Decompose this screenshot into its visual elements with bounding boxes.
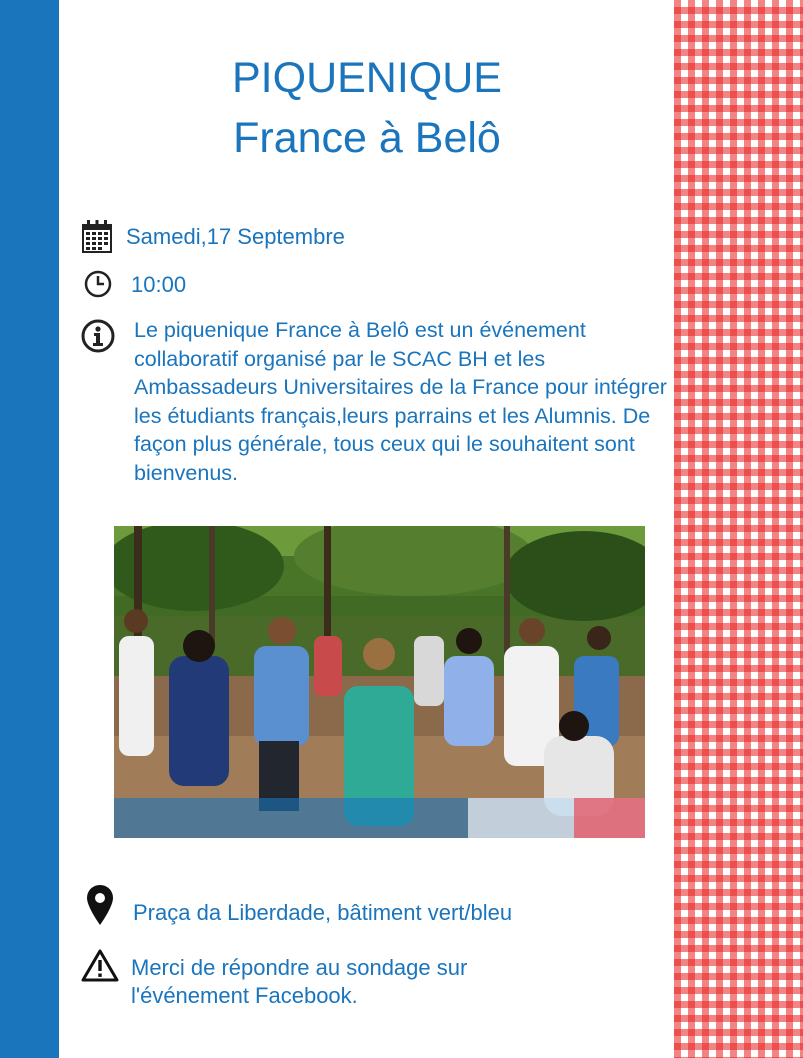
calendar-icon bbox=[81, 220, 113, 254]
event-notice: Merci de répondre au sondage sur l'événement Facebook. bbox=[131, 955, 468, 1008]
clock-icon bbox=[84, 270, 112, 298]
info-icon bbox=[81, 319, 115, 353]
event-date: Samedi,17 Septembre bbox=[126, 224, 345, 249]
gingham-border bbox=[674, 0, 803, 1058]
event-photo bbox=[114, 526, 645, 838]
event-time: 10:00 bbox=[131, 272, 187, 297]
location-pin-icon bbox=[86, 884, 114, 926]
title-line-1: PIQUENIQUE bbox=[232, 54, 502, 102]
warning-icon bbox=[81, 948, 119, 982]
event-description: Le piquenique France à Belô est un événement collaboratif organisé par le SCAC BH et les Ambassadeurs Universitaires de la France pour intégrer les étudiants français,leurs parrains et les Alumnis. De façon plus générale, tous ceux qui le souhaitent sont bienvenus. bbox=[134, 318, 667, 485]
event-location: Praça da Liberdade, bâtiment vert/bleu bbox=[133, 900, 513, 925]
left-blue-bar bbox=[0, 0, 59, 1058]
title-line-2: France à Belô bbox=[233, 114, 501, 162]
